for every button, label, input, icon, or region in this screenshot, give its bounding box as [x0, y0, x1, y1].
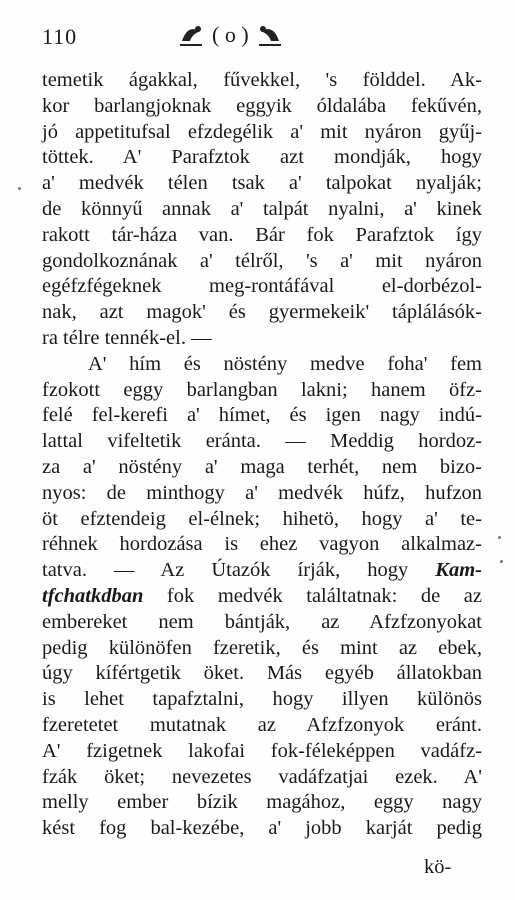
body-text	[42, 68, 482, 842]
margin-speck	[18, 187, 21, 190]
text-line: embereket nem bántják, az Afzfzonyokat	[42, 610, 482, 633]
italic-word: Kam-	[435, 559, 482, 582]
header-ornament	[178, 22, 283, 48]
text-line: melly ember bízik magához, eggy nagy	[42, 791, 482, 814]
text-line: fzák öket; nevezetes vadáfzatjai ezek. A'	[42, 765, 482, 788]
text-line: kést fog bal-kezébe, a' jobb karját pedig	[42, 817, 482, 840]
text-line: pedig különöfen fzeretik, és mint az ebek,	[42, 636, 482, 659]
text-line: fzokott eggy barlangban lakni; hanem öfz-	[42, 378, 482, 401]
text-line-segment: tatva. — Az Útazók írják, hogy	[42, 559, 409, 582]
text-line: úgy kífértgetik öket. Más egyéb állatokban	[42, 662, 482, 685]
text-line: felé fel-kerefi a' hímet, és igen nagy indú-	[42, 404, 482, 427]
text-line: A' fzigetnek lakofai fok-féleképpen vadáfz-	[42, 739, 482, 762]
text-line-with-italic	[42, 558, 482, 584]
text-line: nyos: de minthogy a' medvék húfz, hufzon	[42, 481, 482, 504]
text-line: ra télre tennék-el. —	[42, 326, 212, 349]
text-line: A' hím és nöstény medve foha' fem	[88, 352, 482, 375]
text-line: gondolkoznának a' télről, 's a' mit nyáron	[42, 249, 482, 272]
text-line: za a' nöstény a' maga terhét, nem bizo-	[42, 455, 482, 478]
catchword: kö-	[424, 856, 452, 878]
page-number: 110	[42, 24, 78, 49]
text-line: nak, azt magok' és gyermekeik' táplálásók-	[42, 301, 482, 324]
text-line: öt efztendeig el-élnek; hihetö, hogy a' te-	[42, 507, 482, 530]
text-line: fzeretetet mutatnak az Afzfzonyok eránt.	[42, 713, 482, 736]
text-line: temetik ágakkal, fűvekkel, 's földdel. Ak-	[42, 69, 482, 91]
text-line: de könnyű annak a' talpát nyalni, a' kinek	[42, 197, 482, 220]
text-line: rakott tár-háza van. Bár fok Parafztok így	[42, 223, 482, 246]
text-line: tfchatkdban fok medvék találtatnak: de az	[42, 584, 482, 607]
text-line: kor barlangjoknak eggyik óldalába fekűvén,	[42, 94, 482, 117]
margin-speck	[498, 536, 501, 539]
floral-ornament-icon	[178, 23, 206, 47]
floral-ornament-icon	[255, 23, 283, 47]
text-line: réhnek hordozása is ehez vagyon alkalmaz-	[42, 533, 482, 556]
margin-speck	[500, 560, 503, 563]
header-center-text: ( o )	[212, 22, 249, 47]
text-line: töttek. A' Parafztok azt mondják, hogy	[42, 146, 482, 169]
text-line: jó appetitufsal efzdegélik a' mit nyáron gyűj-	[42, 120, 482, 143]
text-line: lattal vifeltetik eránta. — Meddig hordoz-	[42, 430, 482, 453]
text-line: a' medvék télen tsak a' talpokat nyalják;	[42, 172, 482, 195]
text-line: egéfzfégeknek meg-rontáfával el-dorbézol-	[42, 275, 482, 298]
text-line: is lehet tapafztalni, hogy illyen különös	[42, 688, 482, 711]
italic-word: tfchatkdban	[42, 584, 144, 607]
page-header	[28, 18, 488, 58]
